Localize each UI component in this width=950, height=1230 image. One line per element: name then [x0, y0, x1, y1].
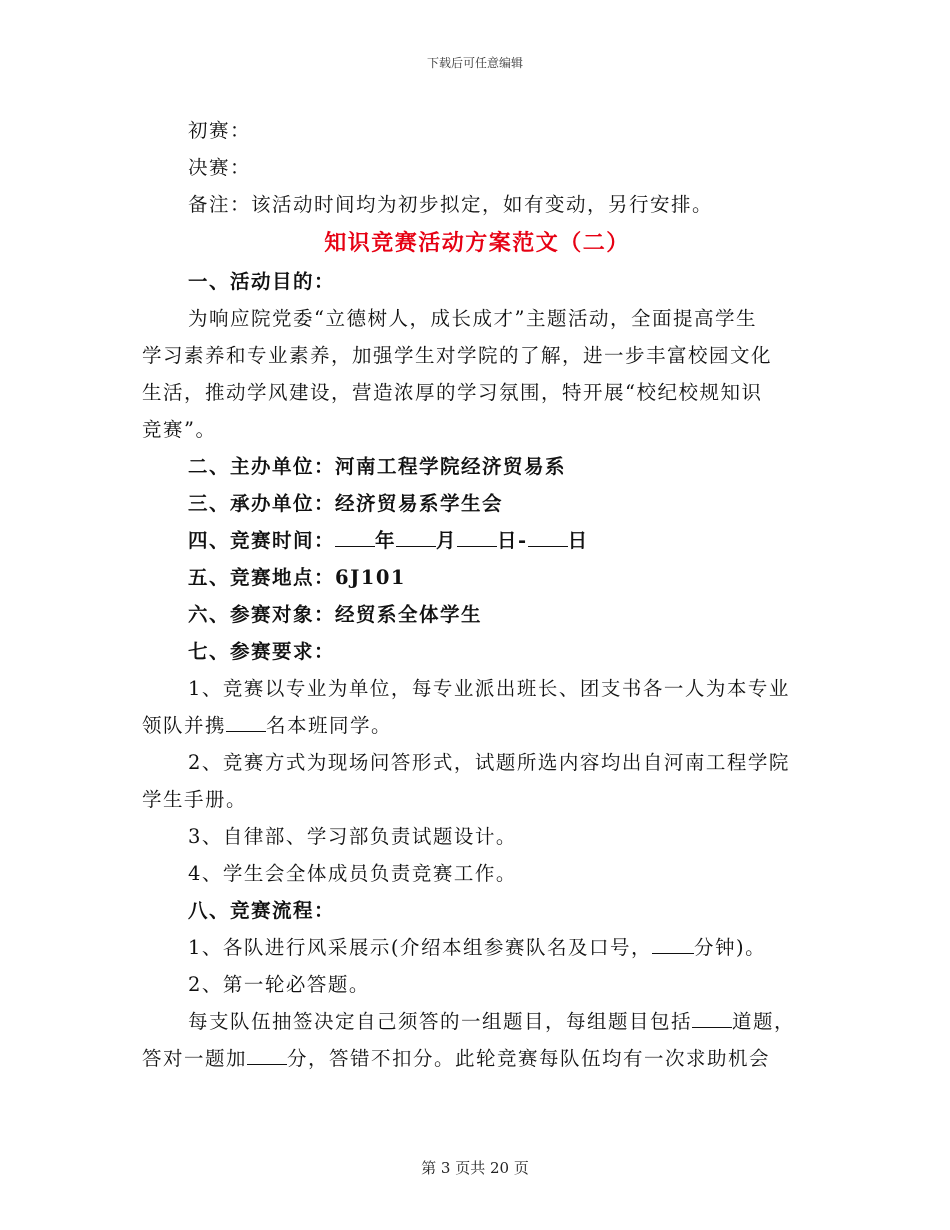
process-line	[142, 1040, 812, 1077]
text-fragment: 领队并携	[142, 714, 227, 737]
requirement-line: 3、自律部、学习部负责试题设计。	[188, 825, 517, 848]
heading-participants: 六、参赛对象：经贸系全体学生	[188, 603, 483, 626]
text-fragment: 1、各队进行风采展示(介绍本组参赛队名及口号，	[188, 936, 653, 959]
requirement-line: 2、竞赛方式为现场问答形式，试题所选内容均出自河南工程学院	[188, 751, 790, 774]
end-day-label: 日	[567, 529, 589, 552]
section-title: 知识竞赛活动方案范文（二）	[324, 230, 630, 256]
page-footer: 第 3 页共 20 页	[421, 1159, 529, 1177]
preliminary-line: 初赛：	[188, 119, 252, 142]
paragraph-line: 竞赛”。	[142, 418, 217, 441]
note-line: 备注：该活动时间均为初步拟定，如有变动，另行安排。	[188, 193, 714, 216]
paragraph-line: 生活，推动学风建设，营造浓厚的学习氛围，特开展“校纪校规知识	[142, 381, 763, 404]
blank-day	[457, 530, 497, 547]
process-line: 2、第一轮必答题。	[188, 973, 370, 996]
blank-points	[247, 1048, 287, 1065]
text-fragment: 名本班同学。	[266, 714, 393, 737]
heading-host: 三、承办单位：经济贸易系学生会	[188, 492, 504, 515]
blank-year	[335, 530, 375, 547]
text-fragment: 分，答错不扣分。此轮竞赛每队伍均有一次求助机会	[287, 1047, 771, 1070]
heading-process: 八、竞赛流程：	[188, 899, 336, 922]
paragraph-line: 为响应院党委“立德树人，成长成才”主题活动，全面提高学生	[188, 307, 757, 330]
heading-organizer: 二、主办单位：河南工程学院经济贸易系	[188, 455, 567, 478]
text-fragment: 分钟)。	[694, 936, 767, 959]
page-header: 下载后可任意编辑	[426, 56, 523, 70]
paragraph-line: 学习素养和专业素养，加强学生对学院的了解，进一步丰富校园文化	[142, 344, 773, 367]
final-line: 决赛：	[188, 156, 252, 179]
text-fragment: 每支队伍抽签决定自己须答的一组题目，每组题目包括	[188, 1010, 693, 1033]
blank-end-day	[528, 530, 568, 547]
year-label: 年	[375, 529, 397, 552]
requirement-line: 1、竞赛以专业为单位，每专业派出班长、团支书各一人为本专业	[188, 677, 790, 700]
month-label: 月	[436, 529, 458, 552]
heading-time	[142, 522, 812, 559]
time-label: 四、竞赛时间：	[188, 529, 336, 552]
day-label: 日-	[497, 529, 528, 552]
blank-member-count	[226, 715, 266, 732]
text-fragment: 道题，	[732, 1010, 796, 1033]
text-fragment: 答对一题加	[142, 1047, 248, 1070]
heading-purpose: 一、活动目的：	[188, 270, 336, 293]
blank-month	[396, 530, 436, 547]
process-line	[142, 1003, 812, 1040]
document-body	[142, 112, 812, 1077]
requirement-line: 学生手册。	[142, 788, 248, 811]
blank-minutes	[652, 937, 694, 954]
heading-location: 五、竞赛地点：6J101	[188, 566, 406, 589]
requirement-line: 4、学生会全体成员负责竞赛工作。	[188, 862, 517, 885]
process-line	[142, 929, 812, 966]
blank-question-count	[692, 1011, 732, 1028]
requirement-line	[142, 707, 812, 744]
heading-requirements: 七、参赛要求：	[188, 640, 336, 663]
